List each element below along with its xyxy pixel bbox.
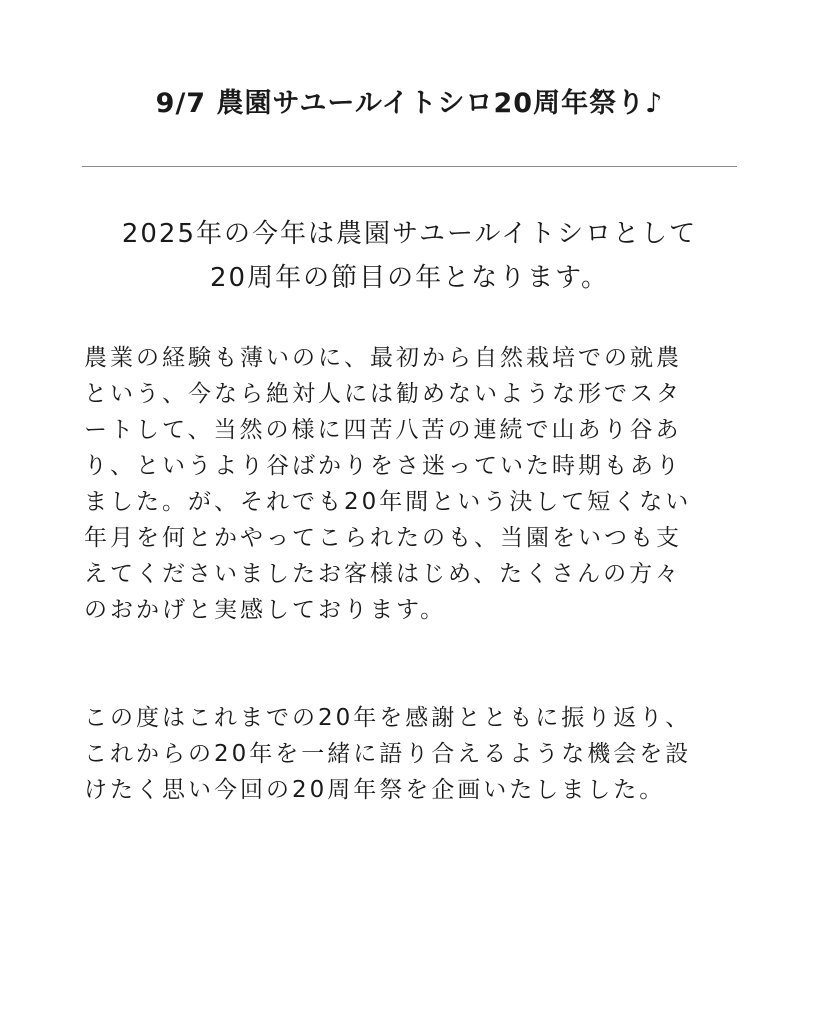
lead-line: 2025年の今年は農園サユールイトシロとして — [121, 219, 698, 249]
paragraph-line: けたく思い今回の20周年祭を企画いたしました。 — [84, 777, 666, 803]
paragraph-line: のおかげと実感しております。 — [84, 597, 447, 623]
title-divider — [82, 166, 737, 167]
paragraph-line: り、というより谷ばかりをさ迷っていた時期もあり — [84, 453, 682, 479]
paragraph-line: ました。が、それでも20年間という決して短くない — [84, 489, 692, 515]
paragraph-line: 年月を何とかやってこられたのも、当園をいつも支 — [84, 525, 682, 551]
paragraph-line: という、今なら絶対人には勧めないような形でスタ — [84, 381, 682, 407]
lead-line: 20周年の節目の年となります。 — [209, 263, 609, 293]
page-title: 9/7 農園サユールイトシロ20周年祭り♪ — [155, 88, 664, 119]
paragraph-line: ートして、当然の様に四苦八苦の連続で山あり谷あ — [84, 417, 682, 443]
body-paragraph-1 — [84, 340, 744, 628]
paragraph-line: 農業の経験も薄いのに、最初から自然栽培での就農 — [84, 345, 682, 371]
paragraph-line: えてくださいましたお客様はじめ、たくさんの方々 — [84, 561, 682, 587]
lead-text — [70, 212, 749, 300]
body-paragraph-2 — [84, 700, 744, 808]
paragraph-line: これからの20年を一緒に語り合えるような機会を設 — [84, 741, 692, 767]
paragraph-line: この度はこれまでの20年を感謝とともに振り返り、 — [84, 705, 692, 731]
